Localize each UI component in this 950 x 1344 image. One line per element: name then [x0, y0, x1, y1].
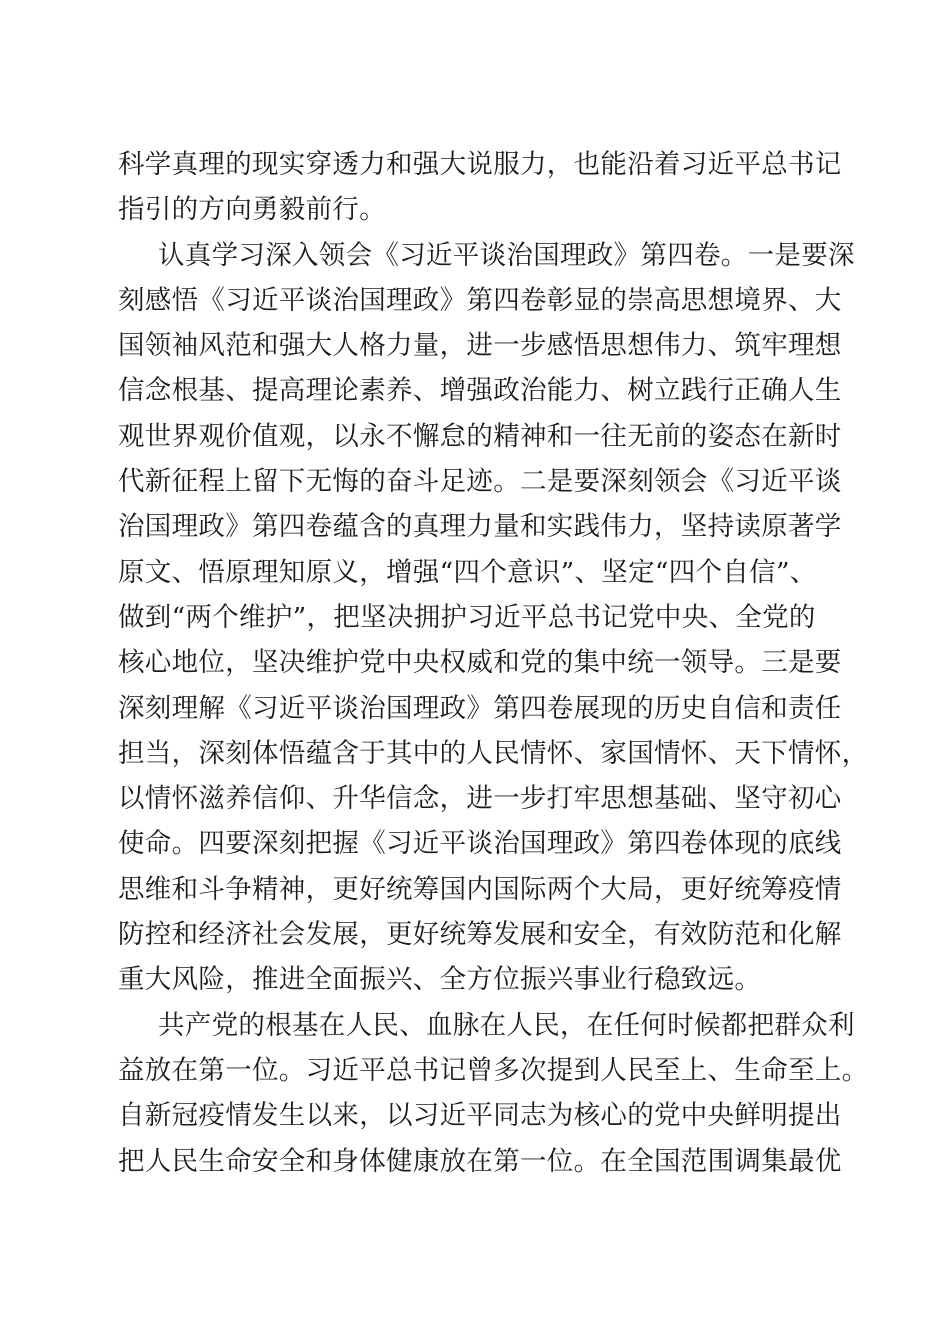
- text-line: 国领袖风范和强大人格力量，进一步感悟思想伟力、筑牢理想: [118, 330, 842, 362]
- text-line: 刻感悟《习近平谈治国理政》第四卷彰显的崇高思想境界、大: [118, 284, 842, 316]
- text-line: 防控和经济社会发展，更好统筹发展和安全，有效防范和化解: [118, 919, 842, 951]
- body-text: [118, 142, 869, 1184]
- text-line: 重大风险，推进全面振兴、全方位振兴事业行稳致远。: [118, 964, 762, 996]
- text-line: 信念根基、提高理论素养、增强政治能力、树立践行正确人生: [118, 375, 842, 407]
- text-line: 指引的方向勇毅前行。: [118, 194, 386, 226]
- text-line: 深刻理解《习近平谈治国理政》第四卷展现的历史自信和责任: [118, 692, 842, 724]
- text-line: 代新征程上留下无悔的奋斗足迹。二是要深刻领会《习近平谈: [118, 466, 842, 498]
- paragraph-start-line: 共产党的根基在人民、血脉在人民，在任何时候都把群众利: [158, 1009, 855, 1041]
- text-line: 担当，深刻体悟蕴含于其中的人民情怀、家国情怀、天下情怀，: [118, 737, 869, 769]
- text-line: 以情怀滋养信仰、升华信念，进一步打牢思想基础、坚守初心: [118, 783, 842, 815]
- text-line: 科学真理的现实穿透力和强大说服力，也能沿着习近平总书记: [118, 149, 842, 180]
- text-line: 思维和斗争精神，更好统筹国内国际两个大局，更好统筹疫情: [118, 873, 842, 905]
- text-line: 核心地位，坚决维护党中央权威和党的集中统一领导。三是要: [118, 647, 842, 679]
- text-line: 原文、悟原理知原义，增强“四个意识”、坚定“四个自信”、: [118, 556, 817, 588]
- paragraph-start-line: 认真学习深入领会《习近平谈治国理政》第四卷。一是要深: [158, 239, 855, 271]
- text-line: 益放在第一位。习近平总书记曾多次提到人民至上、生命至上。: [118, 1054, 869, 1086]
- text-line: 观世界观价值观，以永不懈怠的精神和一往无前的姿态在新时: [118, 420, 842, 452]
- text-line: 自新冠疫情发生以来，以习近平同志为核心的党中央鲜明提出: [118, 1100, 842, 1132]
- text-line: 治国理政》第四卷蕴含的真理力量和实践伟力，坚持读原著学: [118, 511, 842, 543]
- text-line: 做到“两个维护”，把坚决拥护习近平总书记党中央、全党的: [118, 601, 816, 633]
- text-line: 把人民生命安全和身体健康放在第一位。在全国范围调集最优: [118, 1145, 842, 1177]
- text-line: 使命。四要深刻把握《习近平谈治国理政》第四卷体现的底线: [118, 828, 842, 860]
